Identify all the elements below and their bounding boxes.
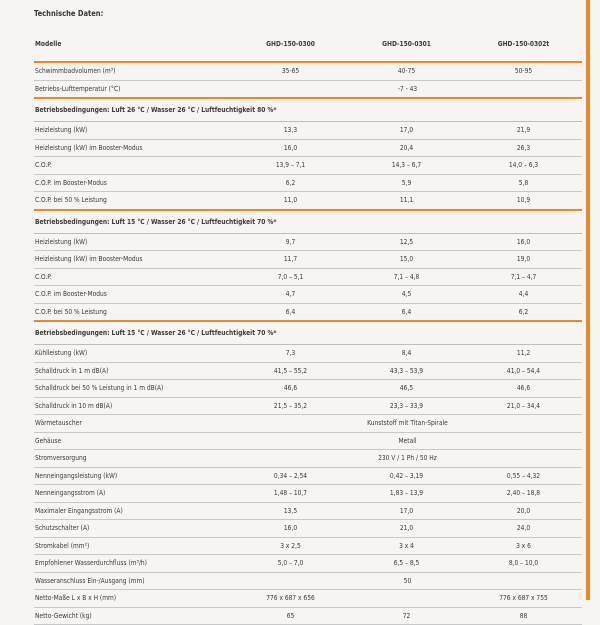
row-value: 21,0 – 34,4	[464, 397, 582, 415]
table-row	[34, 415, 582, 433]
row-label: Empfohlener Wasserdurchfluss (m³/h)	[34, 555, 232, 573]
row-value: 20,4	[348, 139, 464, 157]
table-row	[34, 174, 582, 192]
row-value: 50-95	[464, 62, 582, 80]
row-value: 13,9 – 7,1	[232, 157, 348, 175]
row-label: C.O.P. bei 50 % Leistung	[34, 303, 232, 321]
table-row	[34, 80, 582, 98]
row-value: 0,55 – 4,32	[464, 467, 582, 485]
row-label: Wasseranschluss Ein-/Ausgang (mm)	[34, 572, 232, 590]
row-value: 11,0	[232, 192, 348, 210]
row-label: C.O.P. bei 50 % Leistung	[34, 192, 232, 210]
row-value: 12,5	[348, 233, 464, 251]
row-value: 20,0	[464, 502, 582, 520]
row-value: 3 x 2,5	[232, 537, 348, 555]
row-label: Schalldruck in 1 m dB(A)	[34, 362, 232, 380]
row-value: 21,9	[464, 122, 582, 140]
row-value: 21,0	[348, 520, 464, 538]
row-value: 24,0	[464, 520, 582, 538]
row-value: 40-75	[348, 62, 464, 80]
table-row	[34, 380, 582, 398]
table-row	[34, 362, 582, 380]
table-row	[34, 233, 582, 251]
row-value: 41,5 – 55,2	[232, 362, 348, 380]
row-value: 5,0 – 7,0	[232, 555, 348, 573]
row-label: Nenneingangsleistung (kW)	[34, 467, 232, 485]
row-value: 6,2	[464, 303, 582, 321]
table-row	[34, 555, 582, 573]
table-row	[34, 122, 582, 140]
table-row	[34, 139, 582, 157]
row-value: 7,1 – 4,8	[348, 268, 464, 286]
row-value: 16,0	[232, 520, 348, 538]
technical-data-table	[34, 28, 582, 625]
row-value: 8,4	[348, 345, 464, 363]
row-label: Heizleistung (kW)	[34, 233, 232, 251]
model-name: GHD-150-0301	[348, 28, 464, 62]
page-title: Technische Daten:	[34, 9, 104, 18]
row-value-shared: 50	[232, 572, 582, 590]
row-value: 6,4	[232, 303, 348, 321]
row-value: 14,3 – 6,7	[348, 157, 464, 175]
row-value: 1,48 – 10,7	[232, 485, 348, 503]
row-value: 16,0	[464, 233, 582, 251]
row-value: 46,6	[464, 380, 582, 398]
row-label: Maximaler Eingangsstrom (A)	[34, 502, 232, 520]
row-value: 72	[348, 607, 464, 625]
row-value-shared: 230 V / 1 Ph / 50 Hz	[232, 450, 582, 468]
row-label: Schwimmbadvolumen (m³)	[34, 62, 232, 80]
table-row	[34, 537, 582, 555]
row-value: 8,0 – 10,0	[464, 555, 582, 573]
row-value: 21,5 – 35,2	[232, 397, 348, 415]
row-value: 3 x 4	[348, 537, 464, 555]
table-row	[34, 157, 582, 175]
row-label: C.O.P. im Booster-Modus	[34, 174, 232, 192]
row-value: 10,9	[464, 192, 582, 210]
row-value: 9,7	[232, 233, 348, 251]
row-value: 776 x 687 x 755	[464, 590, 582, 608]
table-row	[34, 432, 582, 450]
table-row	[34, 607, 582, 625]
row-label: Schutzschalter (A)	[34, 520, 232, 538]
model-name: GHD-150-0300	[232, 28, 348, 62]
table-row	[34, 450, 582, 468]
row-label: Schalldruck in 10 m dB(A)	[34, 397, 232, 415]
table-row	[34, 286, 582, 304]
orange-page-rule	[586, 0, 590, 600]
table-row	[34, 502, 582, 520]
row-label: Heizleistung (kW) im Booster-Modus	[34, 251, 232, 269]
row-value: 11,7	[232, 251, 348, 269]
table-row	[34, 485, 582, 503]
row-value: 1,83 – 13,9	[348, 485, 464, 503]
row-label: Betriebs-Lufttemperatur (°C)	[34, 80, 232, 98]
table-row	[34, 62, 582, 80]
section-heading: Betriebsbedingungen: Luft 26 °C / Wasser 26 °C / Luftfeuchtigkeit 80 %*	[34, 98, 582, 122]
row-label: Heizleistung (kW) im Booster-Modus	[34, 139, 232, 157]
row-label: C.O.P.	[34, 268, 232, 286]
row-value: 19,0	[464, 251, 582, 269]
row-label: Kühlleistung (kW)	[34, 345, 232, 363]
row-value: 5,8	[464, 174, 582, 192]
row-value: 4,7	[232, 286, 348, 304]
row-value: 13,3	[232, 122, 348, 140]
row-value: 26,3	[464, 139, 582, 157]
row-label: Wärmetauscher	[34, 415, 232, 433]
table-header-row	[34, 28, 582, 62]
row-value: 7,0 – 5,1	[232, 268, 348, 286]
row-label: Netto-Gewicht (kg)	[34, 607, 232, 625]
table-row	[34, 345, 582, 363]
row-label: Gehäuse	[34, 432, 232, 450]
section-heading-row	[34, 321, 582, 345]
row-value: 6,5 – 8,5	[348, 555, 464, 573]
row-value: 16,0	[232, 139, 348, 157]
section-heading: Betriebsbedingungen: Luft 15 °C / Wasser 26 °C / Luftfeuchtigkeit 70 %*	[34, 321, 582, 345]
section-heading-row	[34, 210, 582, 234]
row-value: 7,3	[232, 345, 348, 363]
row-value: 0,34 – 2,54	[232, 467, 348, 485]
row-value-shared: Metall	[232, 432, 582, 450]
row-value: 35-65	[232, 62, 348, 80]
row-value: 4,4	[464, 286, 582, 304]
row-value: 46,5	[348, 380, 464, 398]
row-value: 41,0 – 54,4	[464, 362, 582, 380]
model-name: GHD-150-0302t	[464, 28, 582, 62]
row-value: 776 x 687 x 656	[232, 590, 348, 608]
row-value: 46,6	[232, 380, 348, 398]
row-value: 65	[232, 607, 348, 625]
row-value: 6,4	[348, 303, 464, 321]
row-value: 15,0	[348, 251, 464, 269]
row-value-shared: -7 - 43	[232, 80, 582, 98]
row-value: 13,5	[232, 502, 348, 520]
row-label: C.O.P. im Booster-Modus	[34, 286, 232, 304]
row-label: C.O.P.	[34, 157, 232, 175]
table-row	[34, 251, 582, 269]
table-row	[34, 192, 582, 210]
table-row	[34, 590, 582, 608]
row-value: 17,0	[348, 122, 464, 140]
row-value: 7,1 – 4,7	[464, 268, 582, 286]
row-value: 14,0 – 6,3	[464, 157, 582, 175]
table-row	[34, 572, 582, 590]
row-value: 17,0	[348, 502, 464, 520]
row-value: 4,5	[348, 286, 464, 304]
row-label: Nenneingangsstrom (A)	[34, 485, 232, 503]
table-row	[34, 303, 582, 321]
models-header-label: Modelle	[34, 28, 232, 62]
row-label: Stromversorgung	[34, 450, 232, 468]
row-value	[348, 590, 464, 608]
table-row	[34, 467, 582, 485]
row-value: 5,9	[348, 174, 464, 192]
row-value: 2,40 – 18,8	[464, 485, 582, 503]
table-row	[34, 268, 582, 286]
table-row	[34, 520, 582, 538]
table-row	[34, 397, 582, 415]
row-value: 11,1	[348, 192, 464, 210]
row-value: 6,2	[232, 174, 348, 192]
row-label: Heizleistung (kW)	[34, 122, 232, 140]
row-value: 11,2	[464, 345, 582, 363]
section-heading: Betriebsbedingungen: Luft 15 °C / Wasser 26 °C / Luftfeuchtigkeit 70 %*	[34, 210, 582, 234]
row-label: Schalldruck bei 50 % Leistung in 1 m dB(A)	[34, 380, 232, 398]
row-value: 23,3 – 33,9	[348, 397, 464, 415]
row-label: Netto-Maße L x B x H (mm)	[34, 590, 232, 608]
row-value: 88	[464, 607, 582, 625]
row-value-shared: Kunststoff mit Titan-Spirale	[232, 415, 582, 433]
row-label: Stromkabel (mm²)	[34, 537, 232, 555]
row-value: 3 x 6	[464, 537, 582, 555]
section-heading-row	[34, 98, 582, 122]
row-value: 0,42 – 3,19	[348, 467, 464, 485]
row-value: 43,3 – 53,9	[348, 362, 464, 380]
